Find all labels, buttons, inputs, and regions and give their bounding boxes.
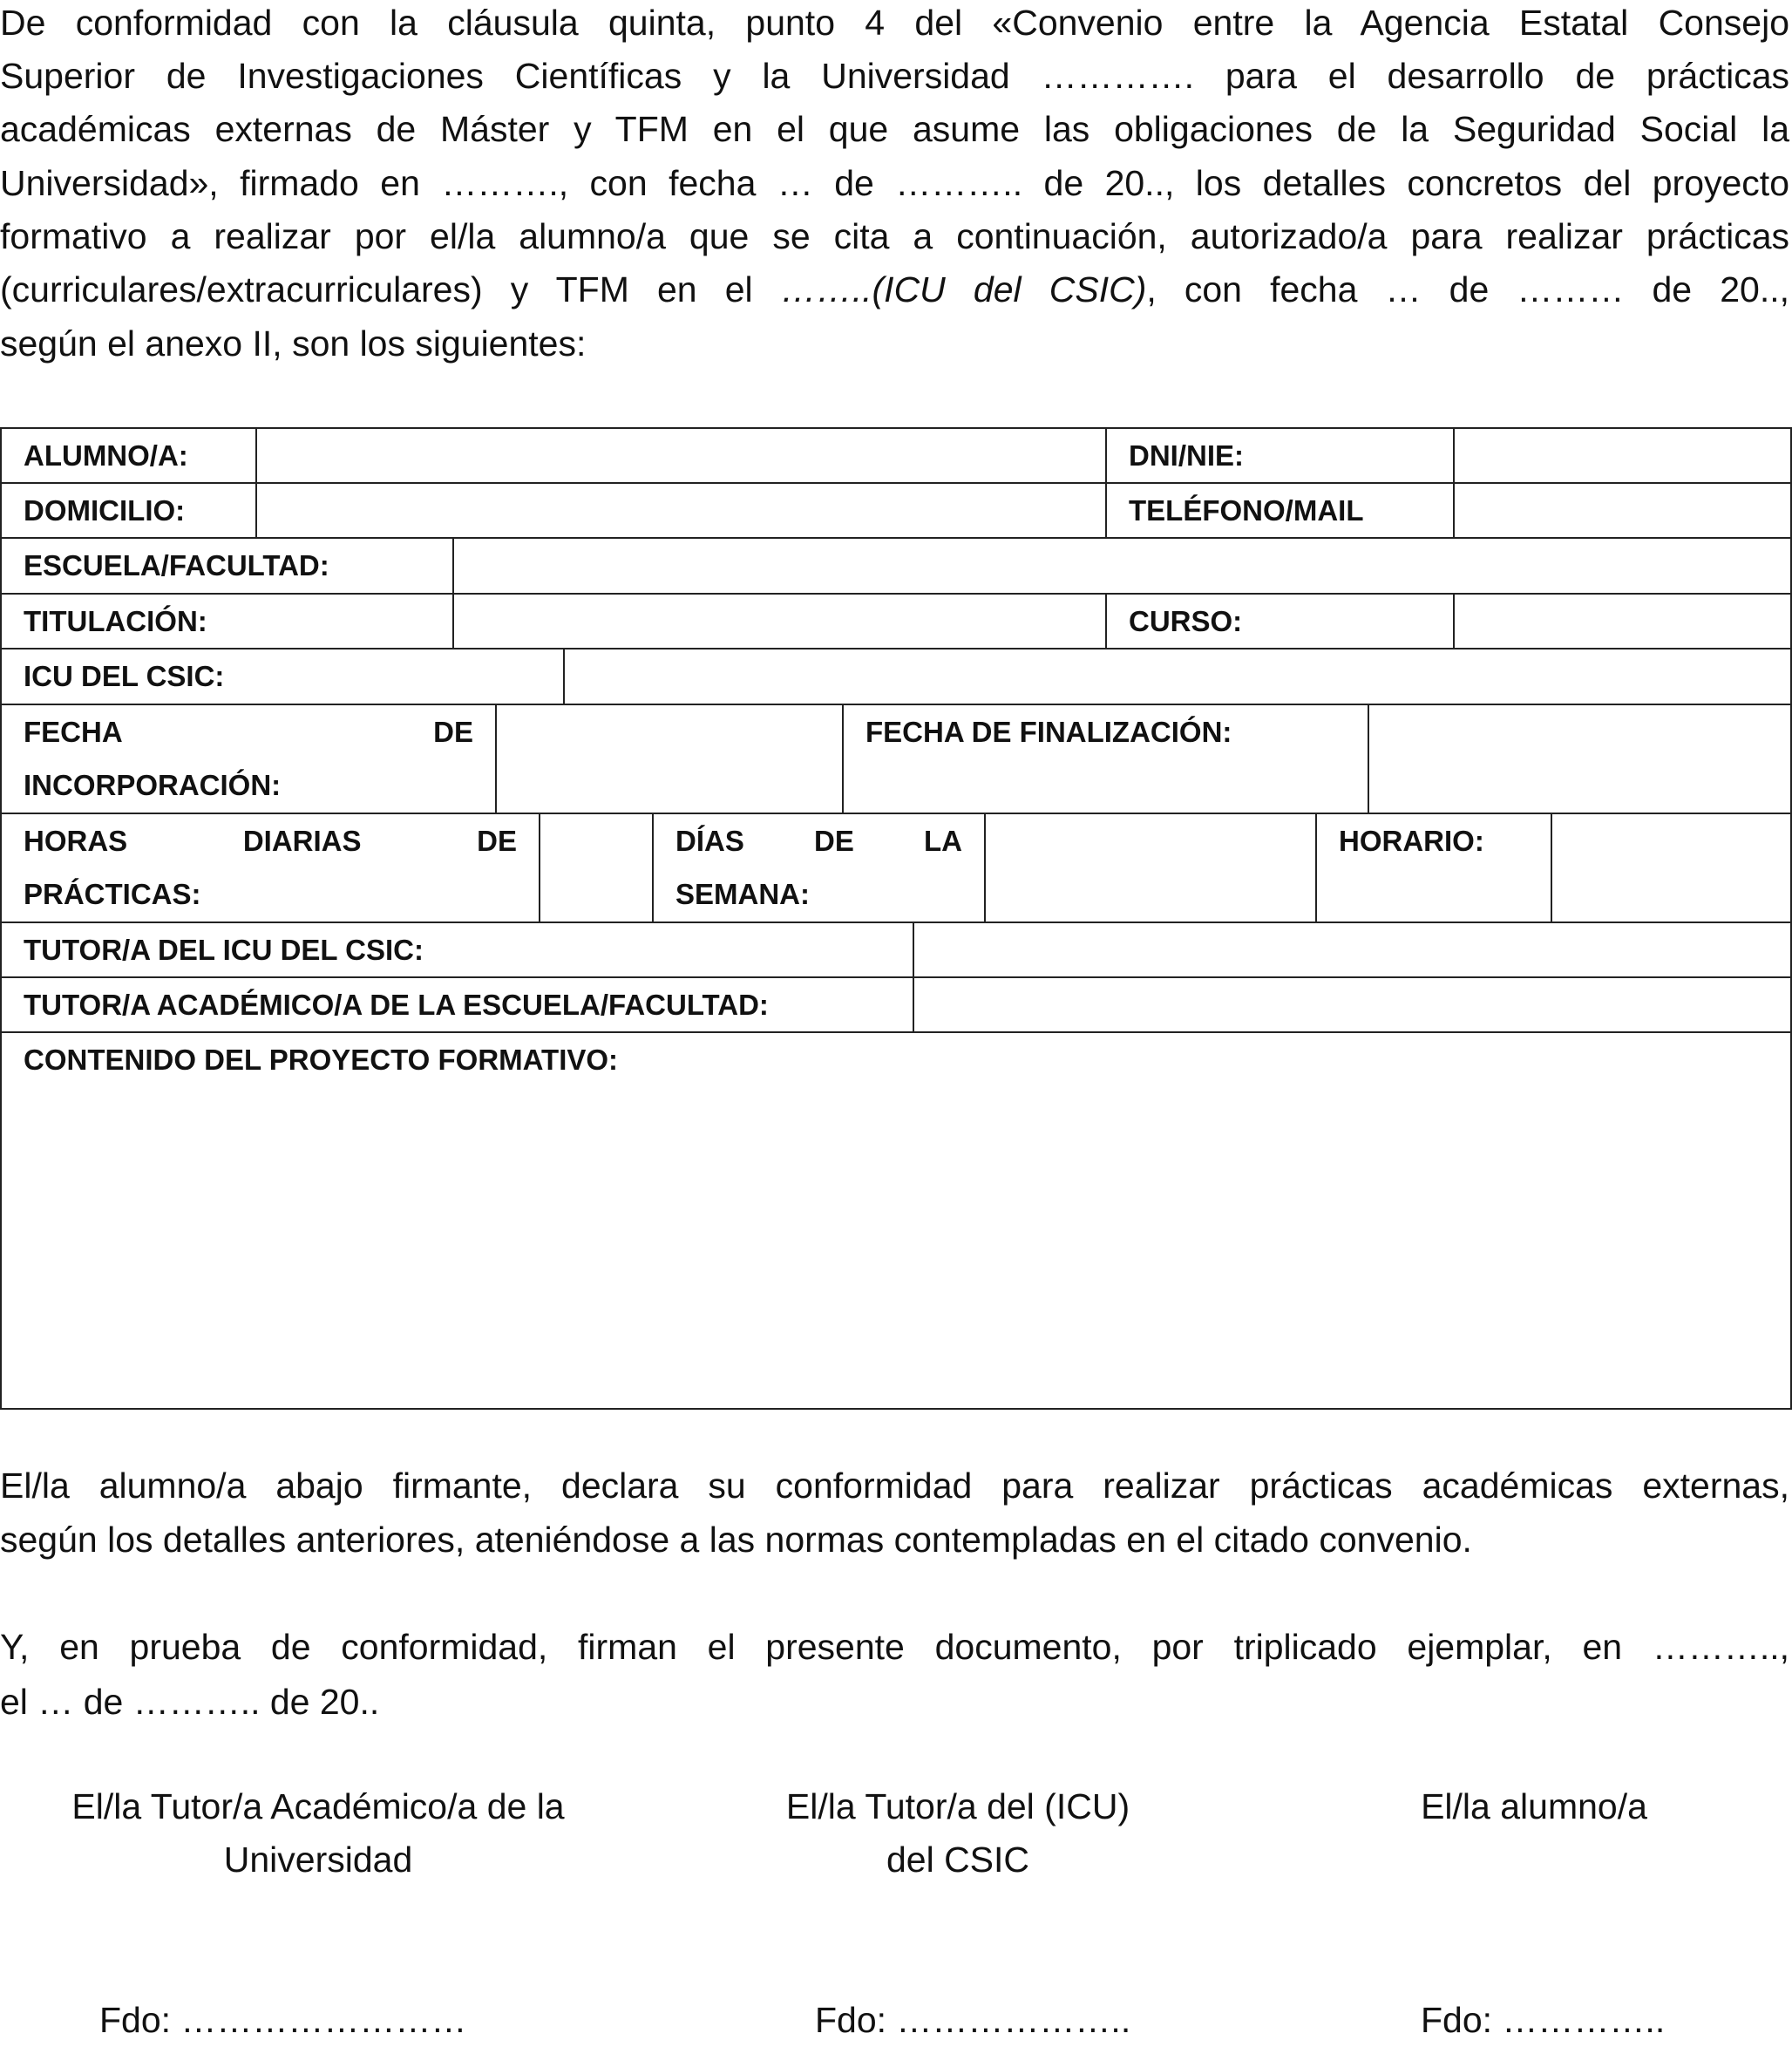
curso-field[interactable] <box>1453 593 1792 649</box>
closing-line: el … de ……….. de 20.. <box>0 1682 380 1722</box>
contenido-field[interactable] <box>0 1031 1792 1410</box>
label-cell <box>0 648 565 705</box>
label-cell <box>0 482 257 539</box>
signature-line-academic-tutor: Fdo: …………………… <box>99 2000 467 2040</box>
label-cell <box>1105 482 1455 539</box>
horas-label: PRÁCTICAS: <box>24 878 201 910</box>
signature-title-student <box>1229 1780 1792 1833</box>
closing-line: Y, en prueba de conformidad, firman el presente documento, por triplicado ejemplar, en ……….., <box>0 1627 1789 1667</box>
escuela-label: ESCUELA/FACULTAD: <box>24 549 329 581</box>
intro-line: según el anexo II, son los siguientes: <box>0 323 587 364</box>
intro-line: Superior de Investigaciones Científicas y la Universidad …………. para el desarrollo de prácticas <box>0 56 1789 96</box>
label-cell <box>842 704 1369 814</box>
telefono-label: TELÉFONO/MAIL <box>1129 494 1364 527</box>
label-cell <box>0 537 454 595</box>
titulacion-field[interactable] <box>452 593 1107 649</box>
horario-field[interactable] <box>1551 813 1792 923</box>
label-cell <box>0 921 914 978</box>
alumno-label: ALUMNO/A: <box>24 439 188 472</box>
intro-line: académicas externas de Máster y TFM en el que asume las obligaciones de la Seguridad Social la <box>0 109 1789 149</box>
label-cell <box>0 976 914 1033</box>
intro-line: formativo a realizar por el/la alumno/a que se cita a continuación, autorizado/a para realizar prácticas <box>0 216 1789 256</box>
horario-label: HORARIO: <box>1339 825 1484 857</box>
label-cell <box>652 813 986 923</box>
domicilio-label: DOMICILIO: <box>24 494 186 527</box>
dias-label: SEMANA: <box>675 878 810 910</box>
signature-line-student: Fdo: ………….. <box>1421 2000 1666 2040</box>
fecha-incorporacion-field[interactable] <box>495 704 844 814</box>
intro-text: (curriculares/extracurriculares) y TFM en el <box>0 269 781 309</box>
dni-field[interactable] <box>1453 427 1792 484</box>
icu-placeholder: ……..(ICU del CSIC) <box>780 269 1147 309</box>
dni-label: DNI/NIE: <box>1129 439 1244 472</box>
signature-title-academic-tutor <box>13 1780 623 1887</box>
icu-field[interactable] <box>563 648 1792 705</box>
signature-title-icu-tutor <box>653 1780 1263 1887</box>
domicilio-field[interactable] <box>255 482 1107 539</box>
tutor-academico-field[interactable] <box>913 976 1792 1033</box>
label-cell <box>0 813 540 923</box>
label-cell <box>1105 593 1455 649</box>
fecha-incorporacion-label: FECHA DE <box>24 716 473 748</box>
signature-title: El/la alumno/a <box>1421 1786 1647 1826</box>
telefono-field[interactable] <box>1453 482 1792 539</box>
signature-title: El/la Tutor/a Académico/a de la <box>71 1786 565 1826</box>
declaration-line: según los detalles anteriores, ateniéndose a las normas contempladas en el citado convenio. <box>0 1520 1472 1560</box>
horas-field[interactable] <box>539 813 654 923</box>
fecha-finalizacion-label: FECHA DE FINALIZACIÓN: <box>865 716 1232 748</box>
tutor-icu-field[interactable] <box>913 921 1792 978</box>
alumno-field[interactable] <box>255 427 1107 484</box>
dias-field[interactable] <box>984 813 1317 923</box>
signature-title: El/la Tutor/a del (ICU) <box>785 1786 1130 1826</box>
fecha-incorporacion-label: INCORPORACIÓN: <box>24 769 282 801</box>
titulacion-label: TITULACIÓN: <box>24 605 207 637</box>
signature-title: Universidad <box>223 1840 413 1880</box>
intro-line <box>0 263 1789 316</box>
tutor-icu-label: TUTOR/A DEL ICU DEL CSIC: <box>24 934 424 966</box>
intro-line: De conformidad con la cláusula quinta, punto 4 del «Convenio entre la Agencia Estatal Consejo <box>0 3 1789 43</box>
contenido-label: CONTENIDO DEL PROYECTO FORMATIVO: <box>24 1044 619 1076</box>
label-cell <box>0 593 454 649</box>
label-cell <box>1315 813 1552 923</box>
signature-title: del CSIC <box>886 1840 1030 1880</box>
intro-line: Universidad», firmado en ………., con fecha … de ……….. de 20.., los detalles concretos del proyecto <box>0 163 1789 203</box>
label-cell <box>0 704 497 814</box>
dias-label: DÍAS DE LA <box>675 825 962 857</box>
horas-label: HORAS DIARIAS DE <box>24 825 517 857</box>
signature-line-icu-tutor: Fdo: ……………….. <box>815 2000 1131 2040</box>
curso-label: CURSO: <box>1129 605 1243 637</box>
intro-text: , con fecha … de ……… de 20.., <box>1146 269 1789 309</box>
fecha-finalizacion-field[interactable] <box>1368 704 1792 814</box>
declaration-line: El/la alumno/a abajo firmante, declara su conformidad para realizar prácticas académicas externas, <box>0 1466 1789 1506</box>
icu-label: ICU DEL CSIC: <box>24 660 225 692</box>
label-cell <box>1105 427 1455 484</box>
escuela-field[interactable] <box>452 537 1792 595</box>
tutor-academico-label: TUTOR/A ACADÉMICO/A DE LA ESCUELA/FACULTAD: <box>24 989 769 1021</box>
label-cell <box>0 427 257 484</box>
